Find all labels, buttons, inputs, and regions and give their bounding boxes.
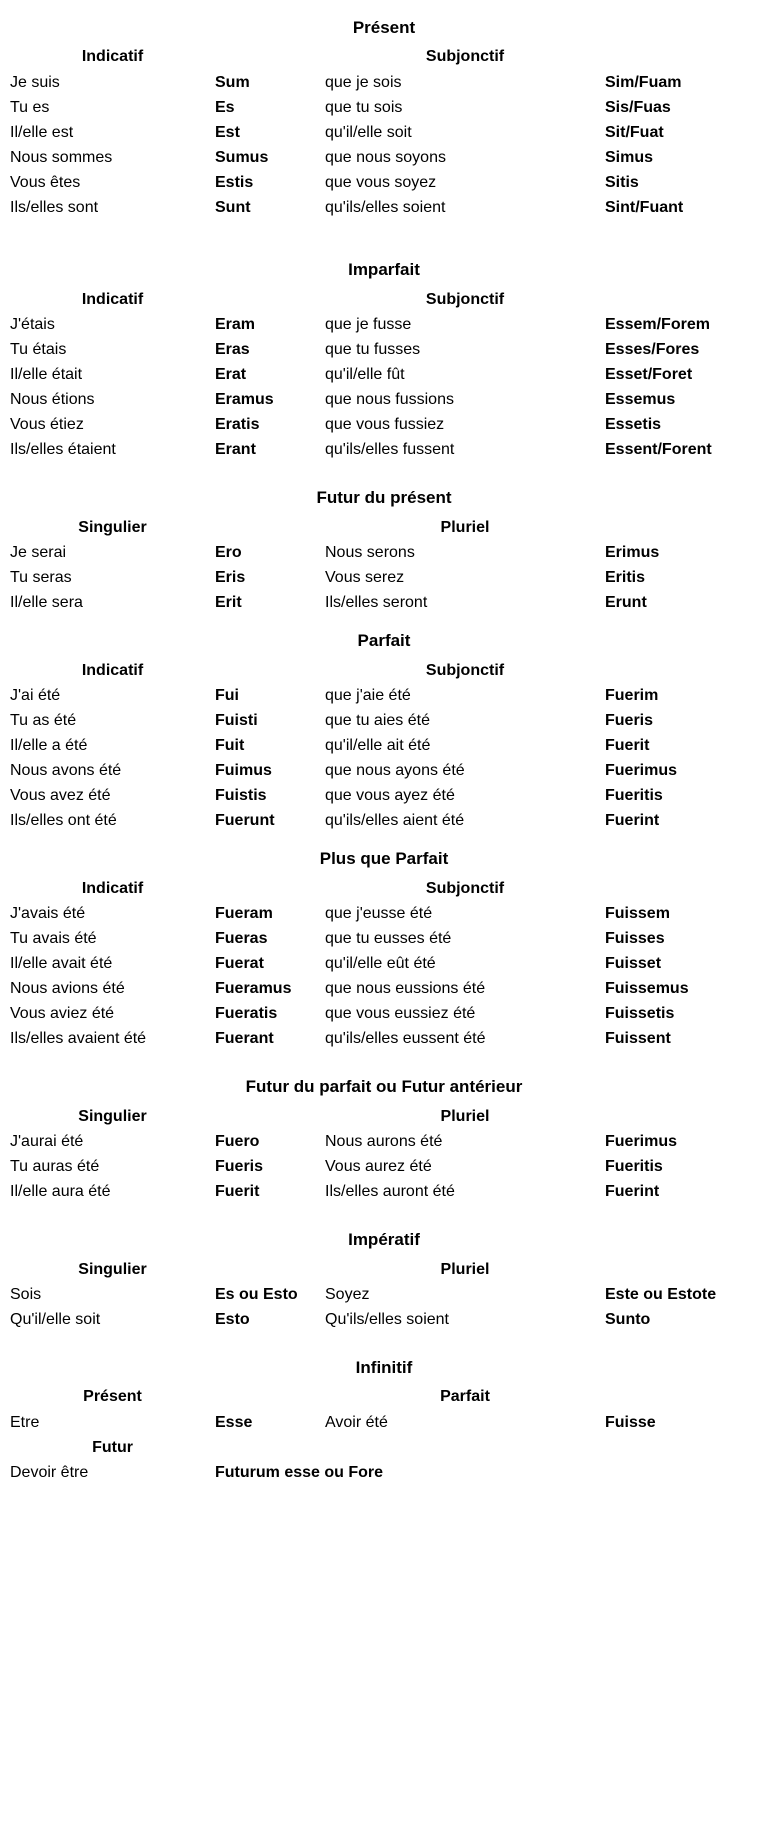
cell-latin-pluriel: Fuerint bbox=[605, 1183, 660, 1201]
column-header-subjonctif: Subjonctif bbox=[425, 290, 505, 308]
cell-french-subjonctif: qu'ils/elles soient bbox=[325, 199, 446, 217]
cell-latin-indicatif: Fueras bbox=[215, 929, 268, 947]
column-header-pluriel: Pluriel bbox=[440, 1107, 490, 1125]
cell-latin-subjonctif: Essent/Forent bbox=[605, 441, 712, 459]
cell-french-subjonctif: qu'ils/elles fussent bbox=[325, 441, 455, 459]
cell-french-subjonctif: que nous fussions bbox=[325, 390, 454, 408]
cell-latin-subjonctif: Fuerimus bbox=[605, 761, 678, 779]
table-header-row bbox=[10, 44, 758, 69]
table-row bbox=[10, 1026, 758, 1051]
cell-french-indicatif: Vous êtes bbox=[10, 173, 81, 191]
cell-latin-indicatif: Fuistis bbox=[215, 787, 267, 805]
cell-french-subjonctif: que tu aies été bbox=[325, 711, 430, 729]
cell-latin-subjonctif: Fuisses bbox=[605, 929, 665, 947]
cell-latin-pluriel: Erimus bbox=[605, 543, 660, 561]
table-parfait bbox=[10, 658, 758, 834]
cell-latin-subjonctif: Esses/Fores bbox=[605, 340, 700, 358]
cell-french-indicatif: Ils/elles étaient bbox=[10, 441, 116, 459]
cell-french-indicatif: Je suis bbox=[10, 73, 60, 91]
table-row bbox=[10, 95, 758, 120]
table-row bbox=[10, 1129, 758, 1154]
cell-french-indicatif: Vous avez été bbox=[10, 787, 111, 805]
table-row bbox=[10, 1410, 758, 1435]
cell-french-pluriel: Vous aurez été bbox=[325, 1158, 432, 1176]
cell-french-indicatif: Nous sommes bbox=[10, 148, 113, 166]
cell-french-subjonctif: qu'il/elle ait été bbox=[325, 736, 431, 754]
cell-french-singulier: Qu'il/elle soit bbox=[10, 1310, 101, 1328]
cell-french-indicatif: Tu es bbox=[10, 98, 50, 116]
cell-latin-indicatif: Fueram bbox=[215, 904, 273, 922]
cell-french-singulier: Tu auras été bbox=[10, 1158, 100, 1176]
column-header-present: Présent bbox=[83, 1388, 142, 1406]
cell-latin-subjonctif: Sis/Fuas bbox=[605, 98, 671, 116]
table-row bbox=[10, 926, 758, 951]
cell-french-singulier: Sois bbox=[10, 1285, 42, 1303]
cell-latin-futur: Futurum esse ou Fore bbox=[215, 1463, 384, 1481]
column-header-singulier: Singulier bbox=[78, 518, 147, 536]
cell-latin-indicatif: Estis bbox=[215, 173, 254, 191]
section-imparfait bbox=[10, 260, 758, 462]
cell-latin-subjonctif: Fuerint bbox=[605, 812, 660, 830]
table-row bbox=[10, 976, 758, 1001]
table-row bbox=[10, 1307, 758, 1332]
column-header-singulier: Singulier bbox=[78, 1260, 147, 1278]
table-futur-du-parfait bbox=[10, 1104, 758, 1204]
table-row bbox=[10, 783, 758, 808]
cell-latin-present: Esse bbox=[215, 1413, 253, 1431]
section-title-plus-que-parfait: Plus que Parfait bbox=[319, 849, 449, 869]
cell-latin-singulier: Fuerit bbox=[215, 1183, 260, 1201]
cell-latin-subjonctif: Simus bbox=[605, 148, 654, 166]
cell-french-indicatif: Nous étions bbox=[10, 390, 95, 408]
cell-latin-indicatif: Eratis bbox=[215, 416, 260, 434]
cell-latin-singulier: Esto bbox=[215, 1310, 250, 1328]
cell-french-subjonctif: qu'il/elle soit bbox=[325, 123, 412, 141]
table-header-row bbox=[10, 876, 758, 901]
column-header-subjonctif: Subjonctif bbox=[425, 661, 505, 679]
cell-latin-indicatif: Sumus bbox=[215, 148, 269, 166]
table-row bbox=[10, 437, 758, 462]
section-title-futur-du-present: Futur du présent bbox=[316, 488, 452, 508]
spacer bbox=[10, 1204, 758, 1230]
cell-french-subjonctif: que j'eusse été bbox=[325, 904, 433, 922]
spacer bbox=[10, 1332, 758, 1358]
cell-latin-pluriel: Fueritis bbox=[605, 1158, 663, 1176]
cell-french-singulier: Il/elle aura été bbox=[10, 1183, 111, 1201]
cell-latin-indicatif: Fuerant bbox=[215, 1030, 274, 1048]
cell-french-pluriel: Nous serons bbox=[325, 543, 415, 561]
cell-french-subjonctif: que je fusse bbox=[325, 315, 412, 333]
table-row bbox=[10, 145, 758, 170]
column-header-singulier: Singulier bbox=[78, 1107, 147, 1125]
table-imparfait bbox=[10, 287, 758, 463]
table-infinitif bbox=[10, 1384, 758, 1484]
cell-french-subjonctif: que nous soyons bbox=[325, 148, 446, 166]
cell-latin-subjonctif: Esset/Foret bbox=[605, 365, 693, 383]
cell-french-indicatif: Il/elle avait été bbox=[10, 955, 113, 973]
table-row bbox=[10, 1154, 758, 1179]
spacer bbox=[10, 1051, 758, 1077]
table-row bbox=[10, 565, 758, 590]
table-row bbox=[10, 708, 758, 733]
section-parfait bbox=[10, 631, 758, 833]
table-row bbox=[10, 758, 758, 783]
cell-latin-pluriel: Este ou Estote bbox=[605, 1285, 717, 1303]
cell-french-singulier: Tu seras bbox=[10, 568, 72, 586]
column-header-pluriel: Pluriel bbox=[440, 1260, 490, 1278]
cell-french-pluriel: Nous aurons été bbox=[325, 1132, 443, 1150]
section-title-imparfait: Imparfait bbox=[348, 260, 420, 280]
column-header-indicatif: Indicatif bbox=[81, 661, 144, 679]
cell-french-subjonctif: que vous fussiez bbox=[325, 416, 445, 434]
cell-latin-indicatif: Eramus bbox=[215, 390, 274, 408]
cell-french-indicatif: Il/elle était bbox=[10, 365, 83, 383]
column-header-indicatif: Indicatif bbox=[81, 879, 144, 897]
cell-latin-subjonctif: Fuissemus bbox=[605, 980, 689, 998]
table-row bbox=[10, 683, 758, 708]
table-header-row bbox=[10, 1257, 758, 1282]
cell-latin-indicatif: Es bbox=[215, 98, 235, 116]
cell-latin-subjonctif: Fuissem bbox=[605, 904, 670, 922]
table-row bbox=[10, 1001, 758, 1026]
cell-latin-indicatif: Fuit bbox=[215, 736, 245, 754]
column-header-futur: Futur bbox=[92, 1438, 133, 1456]
table-row bbox=[10, 120, 758, 145]
column-header-parfait: Parfait bbox=[440, 1388, 490, 1406]
cell-latin-indicatif: Eram bbox=[215, 315, 256, 333]
column-header-subjonctif: Subjonctif bbox=[425, 879, 505, 897]
cell-french-subjonctif: qu'ils/elles eussent été bbox=[325, 1030, 486, 1048]
cell-french-subjonctif: qu'il/elle fût bbox=[325, 365, 405, 383]
cell-french-subjonctif: que vous eussiez été bbox=[325, 1005, 476, 1023]
section-title-infinitif: Infinitif bbox=[355, 1358, 413, 1377]
cell-french-subjonctif: que vous ayez été bbox=[325, 787, 455, 805]
spacer bbox=[10, 615, 758, 631]
cell-french-subjonctif: que vous soyez bbox=[325, 173, 437, 191]
spacer bbox=[10, 833, 758, 849]
column-header-indicatif: Indicatif bbox=[81, 48, 144, 66]
cell-french-indicatif: J'avais été bbox=[10, 904, 86, 922]
table-plus-que-parfait bbox=[10, 876, 758, 1052]
cell-french-pluriel: Soyez bbox=[325, 1285, 370, 1303]
cell-latin-indicatif: Fuimus bbox=[215, 761, 272, 779]
table-row bbox=[10, 387, 758, 412]
cell-french-indicatif: Vous aviez été bbox=[10, 1005, 115, 1023]
cell-latin-subjonctif: Sint/Fuant bbox=[605, 199, 684, 217]
cell-french-indicatif: Vous étiez bbox=[10, 416, 84, 434]
cell-latin-parfait: Fuisse bbox=[605, 1413, 656, 1431]
section-title-imperatif: Impératif bbox=[348, 1230, 420, 1250]
table-row bbox=[10, 195, 758, 220]
section-plus-que-parfait bbox=[10, 849, 758, 1051]
cell-french-subjonctif: que tu fusses bbox=[325, 340, 421, 358]
cell-latin-subjonctif: Fuissetis bbox=[605, 1005, 675, 1023]
table-row bbox=[10, 808, 758, 833]
spacer bbox=[10, 462, 758, 488]
cell-french-subjonctif: que j'aie été bbox=[325, 686, 411, 704]
cell-french-indicatif: Tu étais bbox=[10, 340, 67, 358]
section-imperatif bbox=[10, 1230, 758, 1332]
cell-latin-subjonctif: Sim/Fuam bbox=[605, 73, 682, 91]
cell-french-parfait: Avoir été bbox=[325, 1413, 388, 1431]
cell-french-subjonctif: qu'ils/elles aient été bbox=[325, 812, 465, 830]
cell-french-indicatif: Ils/elles avaient été bbox=[10, 1030, 147, 1048]
cell-latin-indicatif: Fuerat bbox=[215, 955, 264, 973]
cell-french-subjonctif: que nous ayons été bbox=[325, 761, 465, 779]
table-row bbox=[10, 170, 758, 195]
column-header-indicatif: Indicatif bbox=[81, 290, 144, 308]
cell-french-subjonctif: que tu eusses été bbox=[325, 929, 452, 947]
cell-latin-indicatif: Fueratis bbox=[215, 1005, 278, 1023]
cell-french-subjonctif: que je sois bbox=[325, 73, 402, 91]
cell-french-indicatif: Nous avions été bbox=[10, 980, 125, 998]
cell-french-subjonctif: que nous eussions été bbox=[325, 980, 486, 998]
table-subheader-row bbox=[10, 1435, 758, 1460]
cell-latin-singulier: Eris bbox=[215, 568, 246, 586]
cell-latin-indicatif: Erat bbox=[215, 365, 247, 383]
spacer bbox=[10, 220, 758, 260]
table-row bbox=[10, 901, 758, 926]
table-row bbox=[10, 733, 758, 758]
table-row bbox=[10, 312, 758, 337]
cell-latin-pluriel: Fuerimus bbox=[605, 1132, 678, 1150]
table-row bbox=[10, 540, 758, 565]
column-header-pluriel: Pluriel bbox=[440, 518, 490, 536]
cell-latin-subjonctif: Sit/Fuat bbox=[605, 123, 664, 141]
table-header-row bbox=[10, 1384, 758, 1409]
table-row bbox=[10, 362, 758, 387]
section-present bbox=[10, 18, 758, 220]
cell-latin-indicatif: Est bbox=[215, 123, 240, 141]
cell-latin-singulier: Es ou Esto bbox=[215, 1285, 298, 1303]
cell-latin-pluriel: Erunt bbox=[605, 594, 647, 612]
cell-french-pluriel: Ils/elles auront été bbox=[325, 1183, 455, 1201]
cell-french-futur: Devoir être bbox=[10, 1463, 89, 1481]
cell-latin-subjonctif: Fuerim bbox=[605, 686, 659, 704]
cell-latin-indicatif: Fuerunt bbox=[215, 812, 275, 830]
table-row bbox=[10, 70, 758, 95]
cell-french-indicatif: J'étais bbox=[10, 315, 55, 333]
cell-french-indicatif: Ils/elles sont bbox=[10, 199, 99, 217]
table-row bbox=[10, 1460, 758, 1485]
cell-french-subjonctif: qu'il/elle eût été bbox=[325, 955, 436, 973]
table-header-row bbox=[10, 658, 758, 683]
cell-french-pluriel: Ils/elles seront bbox=[325, 594, 428, 612]
cell-latin-subjonctif: Essem/Forem bbox=[605, 315, 710, 333]
section-futur-du-parfait bbox=[10, 1077, 758, 1204]
cell-latin-indicatif: Sum bbox=[215, 73, 250, 91]
cell-latin-singulier: Erit bbox=[215, 594, 242, 612]
section-title-parfait: Parfait bbox=[357, 631, 411, 651]
cell-french-pluriel: Qu'ils/elles soient bbox=[325, 1310, 449, 1328]
table-row bbox=[10, 412, 758, 437]
cell-latin-subjonctif: Fuisset bbox=[605, 955, 662, 973]
cell-french-indicatif: Tu avais été bbox=[10, 929, 97, 947]
cell-latin-subjonctif: Essetis bbox=[605, 416, 662, 434]
cell-latin-subjonctif: Fuerit bbox=[605, 736, 650, 754]
table-row bbox=[10, 1179, 758, 1204]
section-futur-du-present bbox=[10, 488, 758, 615]
table-futur-du-present bbox=[10, 515, 758, 615]
cell-french-present: Etre bbox=[10, 1413, 40, 1431]
cell-french-indicatif: Nous avons été bbox=[10, 761, 122, 779]
cell-french-indicatif: Tu as été bbox=[10, 711, 77, 729]
cell-french-pluriel: Vous serez bbox=[325, 568, 405, 586]
table-row bbox=[10, 590, 758, 615]
cell-french-indicatif: Ils/elles ont été bbox=[10, 812, 117, 830]
cell-french-indicatif: Il/elle est bbox=[10, 123, 74, 141]
cell-latin-singulier: Ero bbox=[215, 543, 242, 561]
cell-latin-subjonctif: Essemus bbox=[605, 390, 676, 408]
table-row bbox=[10, 1282, 758, 1307]
cell-latin-subjonctif: Fueritis bbox=[605, 787, 663, 805]
cell-french-singulier: Il/elle sera bbox=[10, 594, 83, 612]
cell-latin-subjonctif: Fuissent bbox=[605, 1030, 671, 1048]
section-title-futur-du-parfait: Futur du parfait ou Futur antérieur bbox=[245, 1077, 523, 1097]
column-header-subjonctif: Subjonctif bbox=[425, 48, 505, 66]
table-row bbox=[10, 951, 758, 976]
cell-latin-subjonctif: Fueris bbox=[605, 711, 654, 729]
table-present bbox=[10, 44, 758, 220]
table-header-row bbox=[10, 515, 758, 540]
cell-latin-indicatif: Fueramus bbox=[215, 980, 292, 998]
cell-latin-pluriel: Eritis bbox=[605, 568, 646, 586]
cell-french-singulier: J'aurai été bbox=[10, 1132, 84, 1150]
cell-latin-singulier: Fueris bbox=[215, 1158, 264, 1176]
cell-french-singulier: Je serai bbox=[10, 543, 67, 561]
cell-latin-indicatif: Fuisti bbox=[215, 711, 258, 729]
cell-latin-indicatif: Eras bbox=[215, 340, 250, 358]
cell-french-indicatif: J'ai été bbox=[10, 686, 61, 704]
section-title-present: Présent bbox=[352, 18, 416, 37]
cell-latin-indicatif: Sunt bbox=[215, 199, 251, 217]
cell-latin-indicatif: Erant bbox=[215, 441, 256, 459]
cell-latin-subjonctif: Sitis bbox=[605, 173, 639, 191]
table-header-row bbox=[10, 1104, 758, 1129]
table-imperatif bbox=[10, 1257, 758, 1332]
cell-latin-indicatif: Fui bbox=[215, 686, 239, 704]
cell-french-indicatif: Il/elle a été bbox=[10, 736, 88, 754]
cell-french-subjonctif: que tu sois bbox=[325, 98, 403, 116]
section-infinitif bbox=[10, 1358, 758, 1485]
cell-latin-singulier: Fuero bbox=[215, 1132, 260, 1150]
cell-latin-pluriel: Sunto bbox=[605, 1310, 651, 1328]
table-row bbox=[10, 337, 758, 362]
table-header-row bbox=[10, 287, 758, 312]
